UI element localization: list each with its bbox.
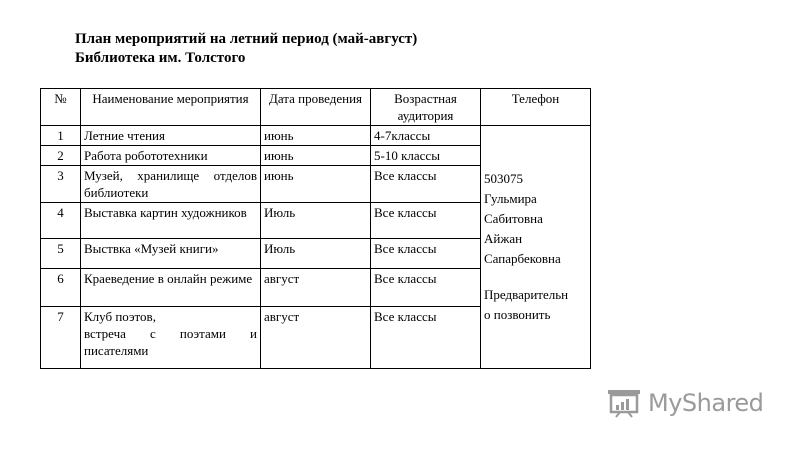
title-line-plan: План мероприятий на летний период (май-август)	[75, 31, 418, 47]
row-audience: Все классы	[371, 166, 481, 203]
row-name-line-1: Клуб поэтов,	[84, 309, 156, 324]
watermark-text: MyShared	[648, 389, 764, 417]
header-audience: Возрастная аудитория	[371, 89, 481, 126]
row-num: 1	[41, 126, 81, 146]
row-num: 7	[41, 307, 81, 369]
row-name: Летние чтения	[81, 126, 261, 146]
row-date: Июль	[261, 203, 371, 239]
row-name: Выставка картин художников	[81, 203, 261, 239]
row-audience: Все классы	[371, 239, 481, 269]
row-num: 5	[41, 239, 81, 269]
row-name: Краеведение в онлайн режиме	[81, 269, 261, 307]
call-ahead-note-2: о позвонить	[484, 307, 551, 322]
table-header-row	[41, 89, 591, 126]
row-audience: 5-10 классы	[371, 146, 481, 166]
contact-person-2-last: Сапарбековна	[484, 251, 561, 266]
row-name: Выствка «Музей книги»	[81, 239, 261, 269]
row-name-line-2: встреча с поэтами и писателями	[84, 326, 257, 358]
presentation-board-icon	[606, 388, 642, 418]
row-date: июнь	[261, 146, 371, 166]
row-audience: Все классы	[371, 203, 481, 239]
header-phone: Телефон	[481, 89, 591, 126]
row-date: август	[261, 307, 371, 369]
row-audience: 4-7классы	[371, 126, 481, 146]
row-name	[81, 307, 261, 369]
header-date: Дата проведения	[261, 89, 371, 126]
myshared-watermark	[606, 388, 763, 418]
title-line-library: Библиотека им. Толстого	[75, 50, 246, 66]
contact-person-1-last: Сабитовна	[484, 211, 543, 226]
row-date: июнь	[261, 166, 371, 203]
events-table	[40, 88, 591, 369]
row-date: июнь	[261, 126, 371, 146]
header-num: №	[41, 89, 81, 126]
row-name: Работа робототехники	[81, 146, 261, 166]
header-name: Наименование мероприятия	[81, 89, 261, 126]
contact-cell	[481, 126, 591, 369]
row-num: 3	[41, 166, 81, 203]
row-num: 6	[41, 269, 81, 307]
row-audience: Все классы	[371, 307, 481, 369]
contact-person-2-first: Айжан	[484, 231, 523, 246]
row-num: 2	[41, 146, 81, 166]
contact-person-1-first: Гульмира	[484, 191, 537, 206]
row-name: Музей, хранилище отделов библиотеки	[81, 166, 261, 203]
phone-number: 503075	[484, 171, 523, 186]
row-audience: Все классы	[371, 269, 481, 307]
table-row	[41, 126, 591, 146]
row-date: Июль	[261, 239, 371, 269]
row-date: август	[261, 269, 371, 307]
document-title	[75, 30, 417, 68]
row-num: 4	[41, 203, 81, 239]
call-ahead-note-1: Предварительн	[484, 287, 569, 302]
